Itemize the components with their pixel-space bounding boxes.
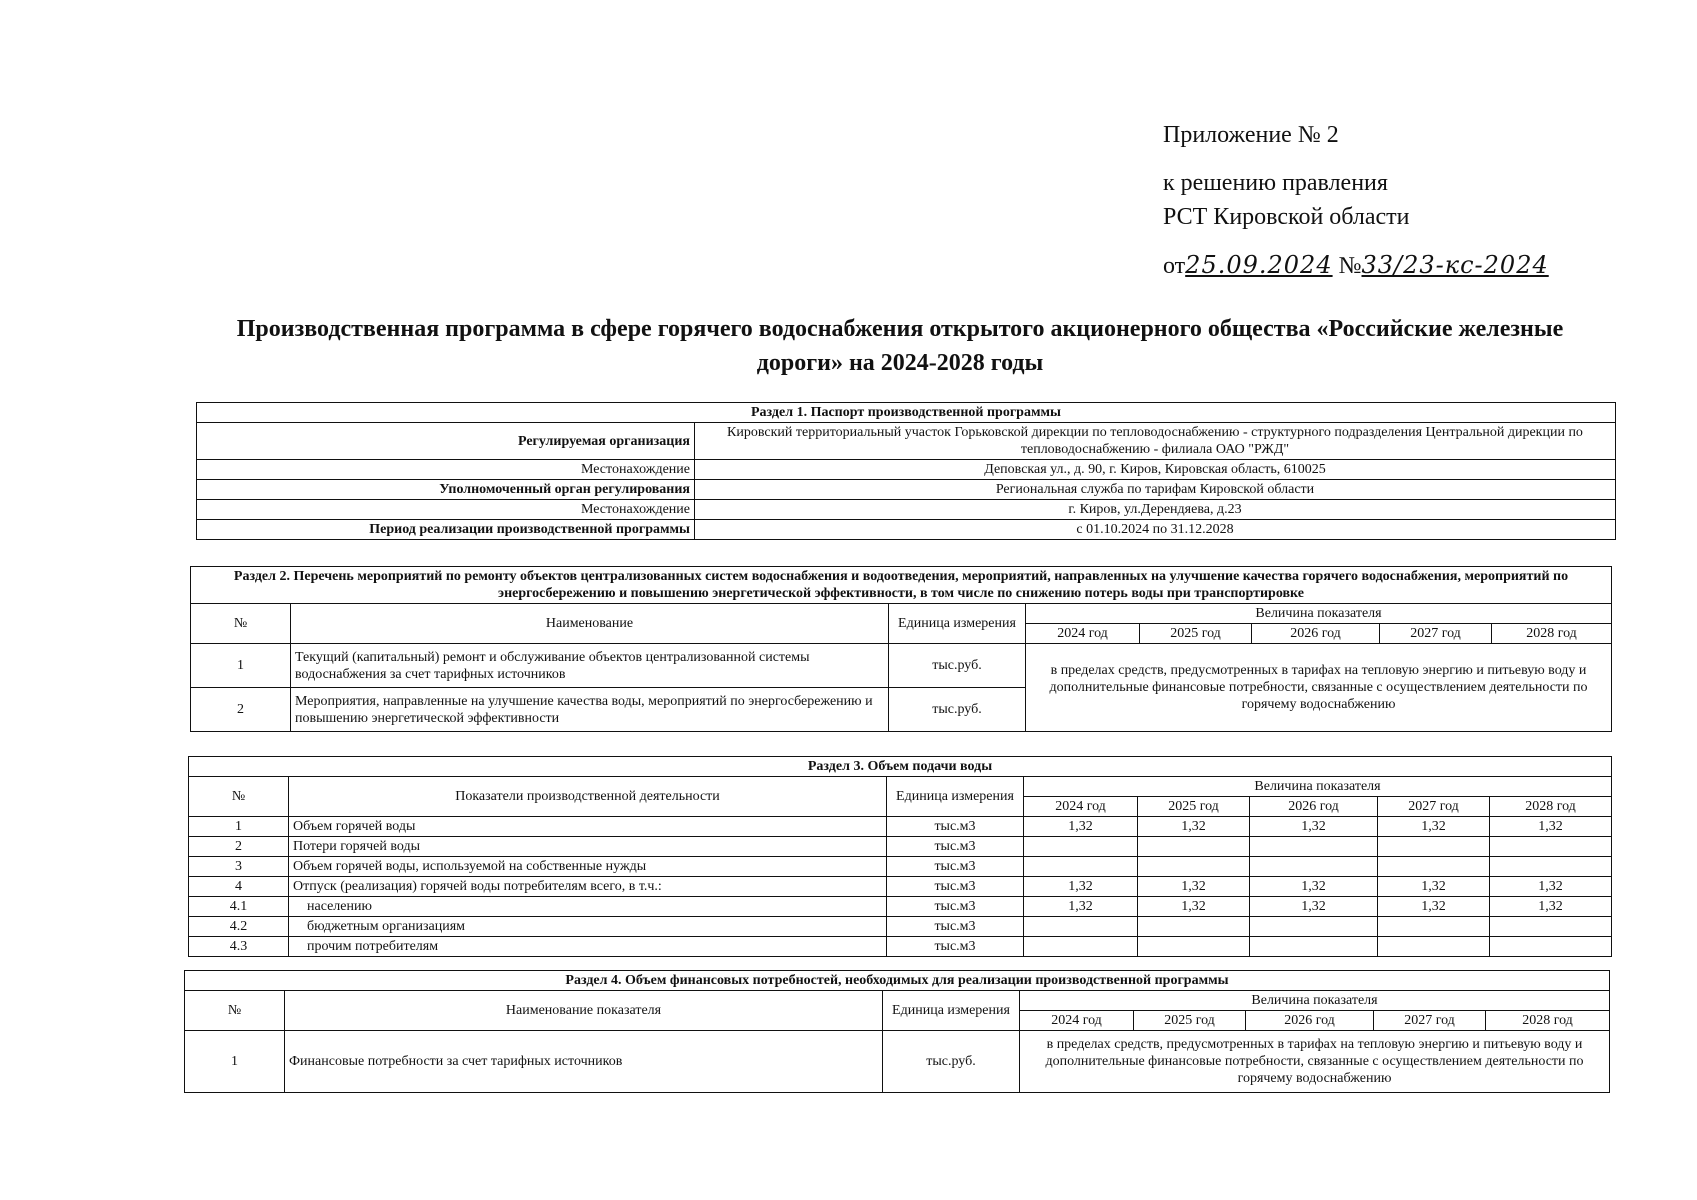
row-value (1138, 857, 1250, 877)
row-unit: тыс.м3 (887, 897, 1024, 917)
merged-note: в пределах средств, предусмотренных в тарифах на тепловую энергию и питьевую воду и дополнительные финансовые потребности, связанные с осуществлением деятельности по горячему водоснабжению (1020, 1031, 1610, 1093)
row-number: 4.2 (189, 917, 289, 937)
row-value (1378, 857, 1490, 877)
passport-value: Региональная служба по тарифам Кировской области (695, 480, 1616, 500)
row-value (1250, 857, 1378, 877)
row-value (1250, 917, 1378, 937)
section3-rows (189, 817, 1612, 957)
section1-heading: Раздел 1. Паспорт производственной программы (197, 403, 1616, 423)
row-value (1138, 917, 1250, 937)
year-header: 2026 год (1252, 624, 1380, 644)
row-value (1250, 837, 1378, 857)
row-number: 1 (185, 1031, 285, 1093)
year-header: 2025 год (1140, 624, 1252, 644)
row-value: 1,32 (1490, 817, 1612, 837)
date-prefix: от (1163, 253, 1186, 279)
row-unit: тыс.м3 (887, 817, 1024, 837)
row-value: 1,32 (1138, 897, 1250, 917)
row-value: 1,32 (1378, 877, 1490, 897)
row-value (1024, 917, 1138, 937)
decision-date: 25.09.2024 (1185, 251, 1333, 279)
col-value-header: Величина показателя (1024, 777, 1612, 797)
row-value (1490, 917, 1612, 937)
number-prefix: № (1338, 253, 1362, 279)
row-value: 1,32 (1378, 897, 1490, 917)
year-header: 2026 год (1246, 1011, 1374, 1031)
year-header: 2026 год (1250, 797, 1378, 817)
row-number: 1 (189, 817, 289, 837)
row-value (1138, 937, 1250, 957)
table-row (189, 937, 1612, 957)
section4-table (184, 970, 1610, 1093)
row-value: 1,32 (1024, 817, 1138, 837)
year-header: 2024 год (1024, 797, 1138, 817)
passport-label: Регулируемая организация (197, 423, 695, 460)
table-row (189, 857, 1612, 877)
row-value (1138, 837, 1250, 857)
col-name-header: Наименование показателя (285, 991, 883, 1031)
passport-label: Местонахождение (197, 500, 695, 520)
row-value (1024, 937, 1138, 957)
passport-value: Деповская ул., д. 90, г. Киров, Кировская область, 610025 (695, 460, 1616, 480)
row-value (1250, 937, 1378, 957)
row-value (1490, 857, 1612, 877)
row-number: 3 (189, 857, 289, 877)
section2-table (190, 566, 1612, 732)
passport-value: г. Киров, ул.Дерендяева, д.23 (695, 500, 1616, 520)
row-name: прочим потребителям (289, 937, 887, 957)
appendix-authority: РСТ Кировской области (1163, 204, 1410, 230)
row-name: бюджетным организациям (289, 917, 887, 937)
passport-label: Период реализации производственной программы (197, 520, 695, 540)
row-value: 1,32 (1024, 897, 1138, 917)
row-name: Потери горячей воды (289, 837, 887, 857)
passport-label: Уполномоченный орган регулирования (197, 480, 695, 500)
row-number: 2 (191, 688, 291, 732)
year-header: 2028 год (1486, 1011, 1610, 1031)
table-row (189, 897, 1612, 917)
row-unit: тыс.м3 (887, 857, 1024, 877)
col-unit-header: Единица измерения (887, 777, 1024, 817)
row-value (1024, 857, 1138, 877)
row-value (1490, 937, 1612, 957)
row-name: Мероприятия, направленные на улучшение качества воды, мероприятий по энергосбережению и повышению энергетической эффективности (291, 688, 889, 732)
row-name: Объем горячей воды (289, 817, 887, 837)
document-title: Производственная программа в сфере горячего водоснабжения открытого акционерного общества «Российские железные дороги» на 2024-2028 годы (236, 316, 1564, 376)
table-row (189, 837, 1612, 857)
section1-table (196, 402, 1616, 540)
appendix-date-line (1163, 248, 1549, 283)
table-row (189, 877, 1612, 897)
row-value: 1,32 (1490, 877, 1612, 897)
row-value: 1,32 (1250, 817, 1378, 837)
row-value: 1,32 (1024, 877, 1138, 897)
section3-heading: Раздел 3. Объем подачи воды (189, 757, 1612, 777)
table-row (189, 917, 1612, 937)
table-row (189, 817, 1612, 837)
row-unit: тыс.руб. (889, 688, 1026, 732)
row-unit: тыс.руб. (889, 644, 1026, 688)
year-header: 2027 год (1374, 1011, 1486, 1031)
col-value-header: Величина показателя (1026, 604, 1612, 624)
row-value: 1,32 (1250, 877, 1378, 897)
row-number: 2 (189, 837, 289, 857)
row-name: Объем горячей воды, используемой на собственные нужды (289, 857, 887, 877)
col-unit-header: Единица измерения (883, 991, 1020, 1031)
appendix-number: Приложение № 2 (1163, 122, 1339, 148)
col-number-header: № (185, 991, 285, 1031)
col-number-header: № (189, 777, 289, 817)
row-name: населению (289, 897, 887, 917)
row-value: 1,32 (1138, 877, 1250, 897)
row-unit: тыс.м3 (887, 917, 1024, 937)
passport-value: с 01.10.2024 по 31.12.2028 (695, 520, 1616, 540)
row-unit: тыс.м3 (887, 837, 1024, 857)
row-number: 4.1 (189, 897, 289, 917)
row-number: 4 (189, 877, 289, 897)
merged-note: в пределах средств, предусмотренных в тарифах на тепловую энергию и питьевую воду и дополнительные финансовые потребности, связанные с осуществлением деятельности по горячему водоснабжению (1026, 644, 1612, 732)
col-name-header: Наименование (291, 604, 889, 644)
appendix-decision: к решению правления (1163, 170, 1388, 196)
year-header: 2025 год (1138, 797, 1250, 817)
row-value (1024, 837, 1138, 857)
col-number-header: № (191, 604, 291, 644)
decision-number: 33/23-кс-2024 (1361, 251, 1549, 279)
row-unit: тыс.м3 (887, 877, 1024, 897)
appendix-block (1163, 118, 1549, 283)
year-header: 2025 год (1134, 1011, 1246, 1031)
year-header: 2027 год (1380, 624, 1492, 644)
row-value: 1,32 (1490, 897, 1612, 917)
col-name-header: Показатели производственной деятельности (289, 777, 887, 817)
row-value (1490, 837, 1612, 857)
row-name: Отпуск (реализация) горячей воды потребителям всего, в т.ч.: (289, 877, 887, 897)
row-unit: тыс.руб. (883, 1031, 1020, 1093)
section4-heading: Раздел 4. Объем финансовых потребностей, необходимых для реализации производственной программы (185, 971, 1610, 991)
year-header: 2028 год (1490, 797, 1612, 817)
col-unit-header: Единица измерения (889, 604, 1026, 644)
row-value (1378, 937, 1490, 957)
year-header: 2028 год (1492, 624, 1612, 644)
row-name: Текущий (капитальный) ремонт и обслуживание объектов централизованной системы водоснабжения за счет тарифных источников (291, 644, 889, 688)
row-unit: тыс.м3 (887, 937, 1024, 957)
row-value (1378, 917, 1490, 937)
year-header: 2024 год (1026, 624, 1140, 644)
year-header: 2027 год (1378, 797, 1490, 817)
year-header: 2024 год (1020, 1011, 1134, 1031)
section3-table (188, 756, 1612, 957)
passport-value: Кировский территориальный участок Горьковской дирекции по тепловодоснабжению - структурного подразделения Центральной дирекции по тепловодоснабжению - филиала ОАО "РЖД" (695, 423, 1616, 460)
row-value (1378, 837, 1490, 857)
row-number: 1 (191, 644, 291, 688)
row-number: 4.3 (189, 937, 289, 957)
col-value-header: Величина показателя (1020, 991, 1610, 1011)
row-value: 1,32 (1378, 817, 1490, 837)
row-name: Финансовые потребности за счет тарифных источников (285, 1031, 883, 1093)
row-value: 1,32 (1250, 897, 1378, 917)
row-value: 1,32 (1138, 817, 1250, 837)
passport-label: Местонахождение (197, 460, 695, 480)
section2-heading: Раздел 2. Перечень мероприятий по ремонту объектов централизованных систем водоснабжения и водоотведения, мероприятий, направленных на улучшение качества горячего водоснабжения, мероприятий по энергосбережению и повышению энергетической эффективности, в том числе по снижению потерь воды при транспортировке (191, 567, 1612, 604)
